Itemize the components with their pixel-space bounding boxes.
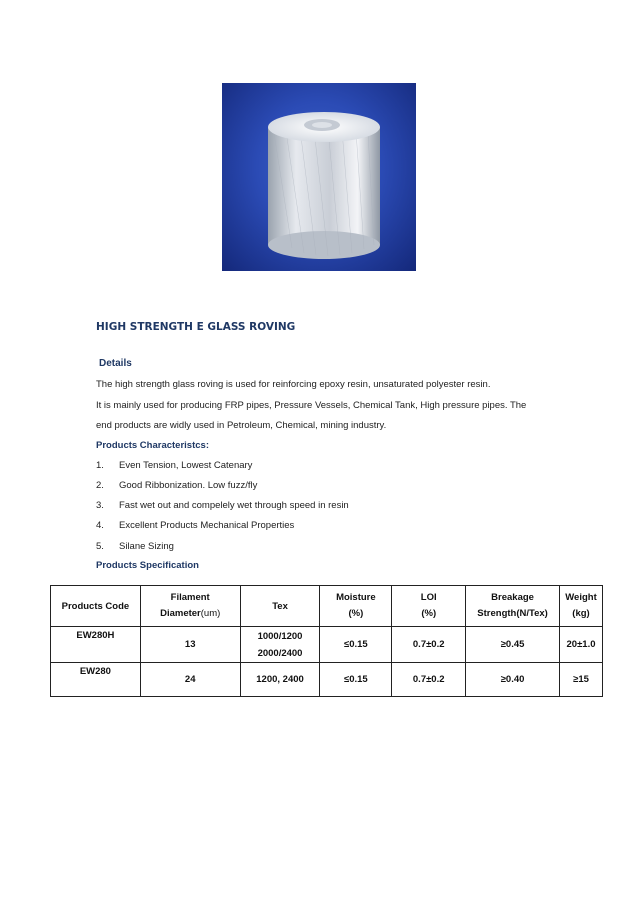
header-diameter-unit: (um) — [200, 608, 221, 619]
cell-tex — [240, 627, 320, 663]
header-breakage-unit: Strength(N/Tex) — [477, 608, 548, 619]
specification-table — [50, 585, 603, 697]
header-diameter-label: Diameter — [160, 608, 201, 619]
cell-breakage: ≥0.45 — [466, 627, 560, 663]
cell-diameter: 13 — [140, 627, 240, 663]
cell-loi: 0.7±0.2 — [392, 627, 466, 663]
paragraph-line: The high strength glass roving is used for reinforcing epoxy resin, unsaturated polyester resin. — [96, 379, 491, 390]
paragraph-line: It is mainly used for producing FRP pipes, Pressure Vessels, Chemical Tank, High pressure pipes. The — [96, 400, 527, 411]
list-item-number: 5. — [96, 541, 104, 552]
header-breakage — [466, 586, 560, 627]
header-breakage-label: Breakage — [491, 592, 534, 603]
cell-breakage: ≥0.40 — [466, 663, 560, 697]
cell-moisture: ≤0.15 — [320, 663, 392, 697]
header-weight-label: Weight — [565, 592, 597, 603]
header-moisture — [320, 586, 392, 627]
list-item: Excellent Products Mechanical Properties — [119, 520, 295, 531]
header-loi — [392, 586, 466, 627]
list-item-number: 3. — [96, 500, 104, 511]
list-item: Good Ribbonization. Low fuzz/fly — [119, 480, 258, 491]
header-loi-unit: (%) — [421, 608, 437, 619]
cell-weight: 20±1.0 — [560, 627, 603, 663]
cell-tex: 1200, 2400 — [240, 663, 320, 697]
header-weight-unit: (kg) — [572, 608, 590, 619]
details-heading: Details — [99, 358, 132, 369]
list-item-number: 1. — [96, 460, 104, 471]
list-item: Even Tension, Lowest Catenary — [119, 460, 253, 471]
table-row — [51, 627, 603, 663]
cell-diameter: 24 — [140, 663, 240, 697]
cell-moisture: ≤0.15 — [320, 627, 392, 663]
glass-roving-spool-image — [222, 83, 416, 271]
specification-heading: Products Specification — [96, 560, 199, 571]
header-moisture-unit: (%) — [348, 608, 364, 619]
characteristics-heading: Products Characteristcs: — [96, 440, 209, 451]
header-filament-diameter — [140, 586, 240, 627]
cell-weight: ≥15 — [560, 663, 603, 697]
list-item-number: 2. — [96, 480, 104, 491]
header-loi-label: LOI — [420, 592, 437, 603]
cell-code: EW280 — [51, 663, 141, 697]
paragraph-line: end products are widly used in Petroleum, Chemical, mining industry. — [96, 420, 387, 431]
header-products-code: Products Code — [51, 586, 141, 627]
header-moisture-label: Moisture — [336, 592, 376, 603]
list-item: Silane Sizing — [119, 541, 174, 552]
table-row — [51, 663, 603, 697]
table-header-row — [51, 586, 603, 627]
list-item: Fast wet out and compelely wet through speed in resin — [119, 500, 349, 511]
page-title: HIGH STRENGTH E GLASS ROVING — [96, 321, 296, 333]
list-item-number: 4. — [96, 520, 104, 531]
cell-tex-line: 2000/2400 — [257, 647, 303, 659]
header-tex: Tex — [240, 586, 320, 627]
header-weight — [560, 586, 603, 627]
cell-code: EW280H — [51, 627, 141, 663]
cell-tex-line: 1000/1200 — [257, 630, 303, 642]
cell-loi: 0.7±0.2 — [392, 663, 466, 697]
header-filament-label: Filament — [170, 592, 210, 603]
